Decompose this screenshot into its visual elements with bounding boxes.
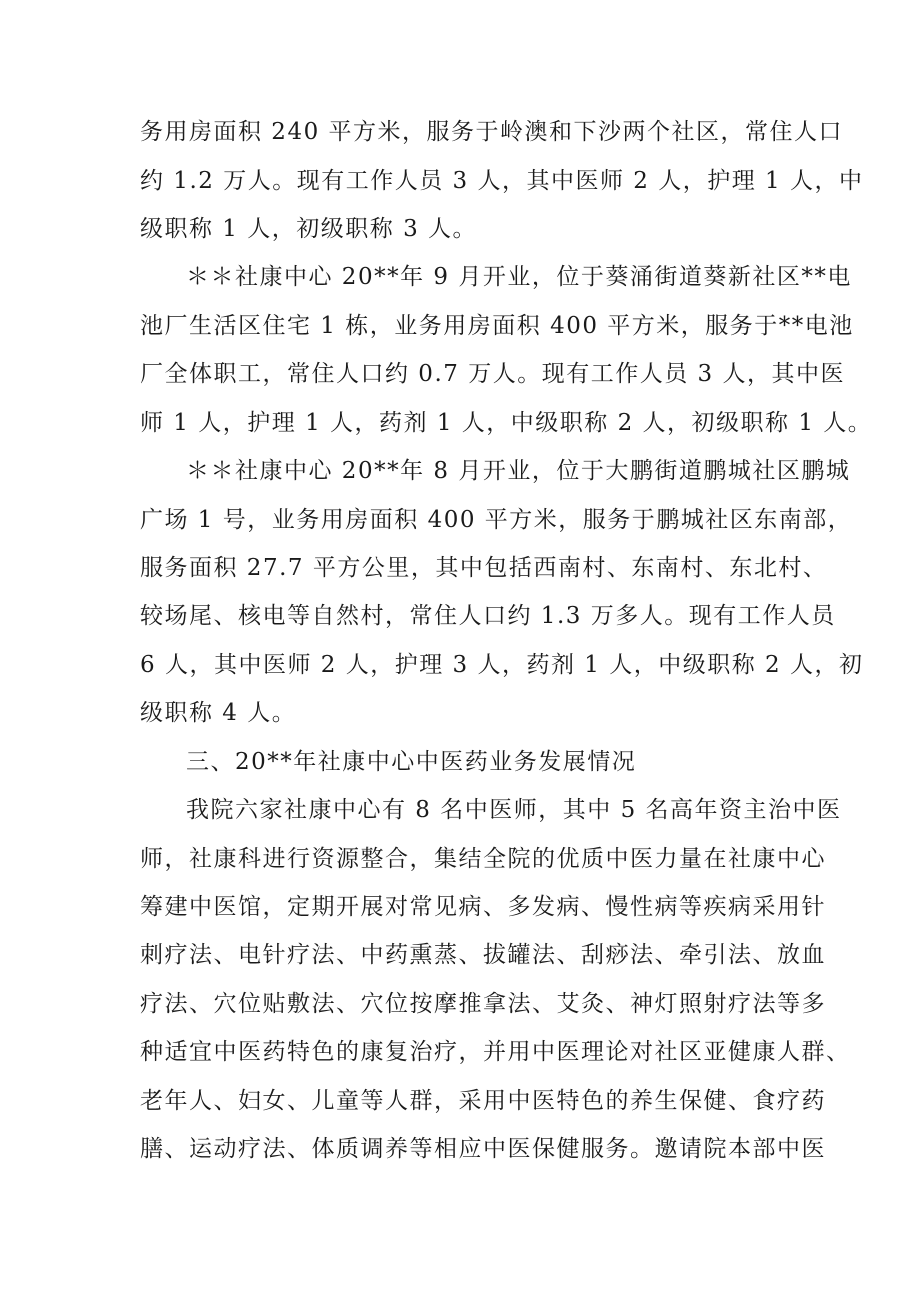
text-line: 师 1 人，护理 1 人，药剂 1 人，中级职称 2 人，初级职称 1 人。 bbox=[140, 410, 873, 436]
paragraph-start-line: ＊＊社康中心 20**年 9 月开业，位于葵涌街道葵新社区**电 bbox=[186, 264, 852, 290]
text-line: 厂全体职工，常住人口约 0.7 万人。现有工作人员 3 人，其中医 bbox=[140, 361, 845, 387]
section-heading: 三、20**年社康中心中医药业务发展情况 bbox=[186, 749, 637, 775]
text-line: 较场尾、核电等自然村，常住人口约 1.3 万多人。现有工作人员 bbox=[140, 603, 836, 629]
text-line: 池厂生活区住宅 1 栋，业务用房面积 400 平方米，服务于**电池 bbox=[140, 313, 854, 339]
text-line: 刺疗法、电针疗法、中药熏蒸、拔罐法、刮痧法、牵引法、放血 bbox=[140, 942, 826, 968]
text-line: 服务面积 27.7 平方公里，其中包括西南村、东南村、东北村、 bbox=[140, 555, 828, 581]
text-line: 级职称 4 人。 bbox=[140, 700, 297, 726]
text-line: 膳、运动疗法、体质调养等相应中医保健服务。邀请院本部中医 bbox=[140, 1136, 826, 1162]
text-line: 6 人，其中医师 2 人，护理 3 人，药剂 1 人，中级职称 2 人，初 bbox=[140, 652, 864, 678]
text-line: 师，社康科进行资源整合，集结全院的优质中医力量在社康中心 bbox=[140, 846, 826, 872]
text-line: 务用房面积 240 平方米，服务于岭澳和下沙两个社区，常住人口 bbox=[140, 119, 844, 145]
text-line: 筹建中医馆，定期开展对常见病、多发病、慢性病等疾病采用针 bbox=[140, 894, 826, 920]
paragraph-start-line: 我院六家社康中心有 8 名中医师，其中 5 名高年资主治中医 bbox=[186, 797, 842, 823]
text-line: 老年人、妇女、儿童等人群，采用中医特色的养生保健、食疗药 bbox=[140, 1088, 826, 1114]
paragraph-start-line: ＊＊社康中心 20**年 8 月开业，位于大鹏街道鹏城社区鹏城 bbox=[186, 458, 851, 484]
text-line: 约 1.2 万人。现有工作人员 3 人，其中医师 2 人，护理 1 人，中 bbox=[140, 168, 864, 194]
text-line: 广场 1 号，业务用房面积 400 平方米，服务于鹏城社区东南部， bbox=[140, 507, 853, 533]
text-line: 疗法、穴位贴敷法、穴位按摩推拿法、艾灸、神灯照射疗法等多 bbox=[140, 991, 826, 1017]
text-line: 种适宜中医药特色的康复治疗，并用中医理论对社区亚健康人群、 bbox=[140, 1039, 851, 1065]
text-line: 级职称 1 人，初级职称 3 人。 bbox=[140, 216, 478, 242]
